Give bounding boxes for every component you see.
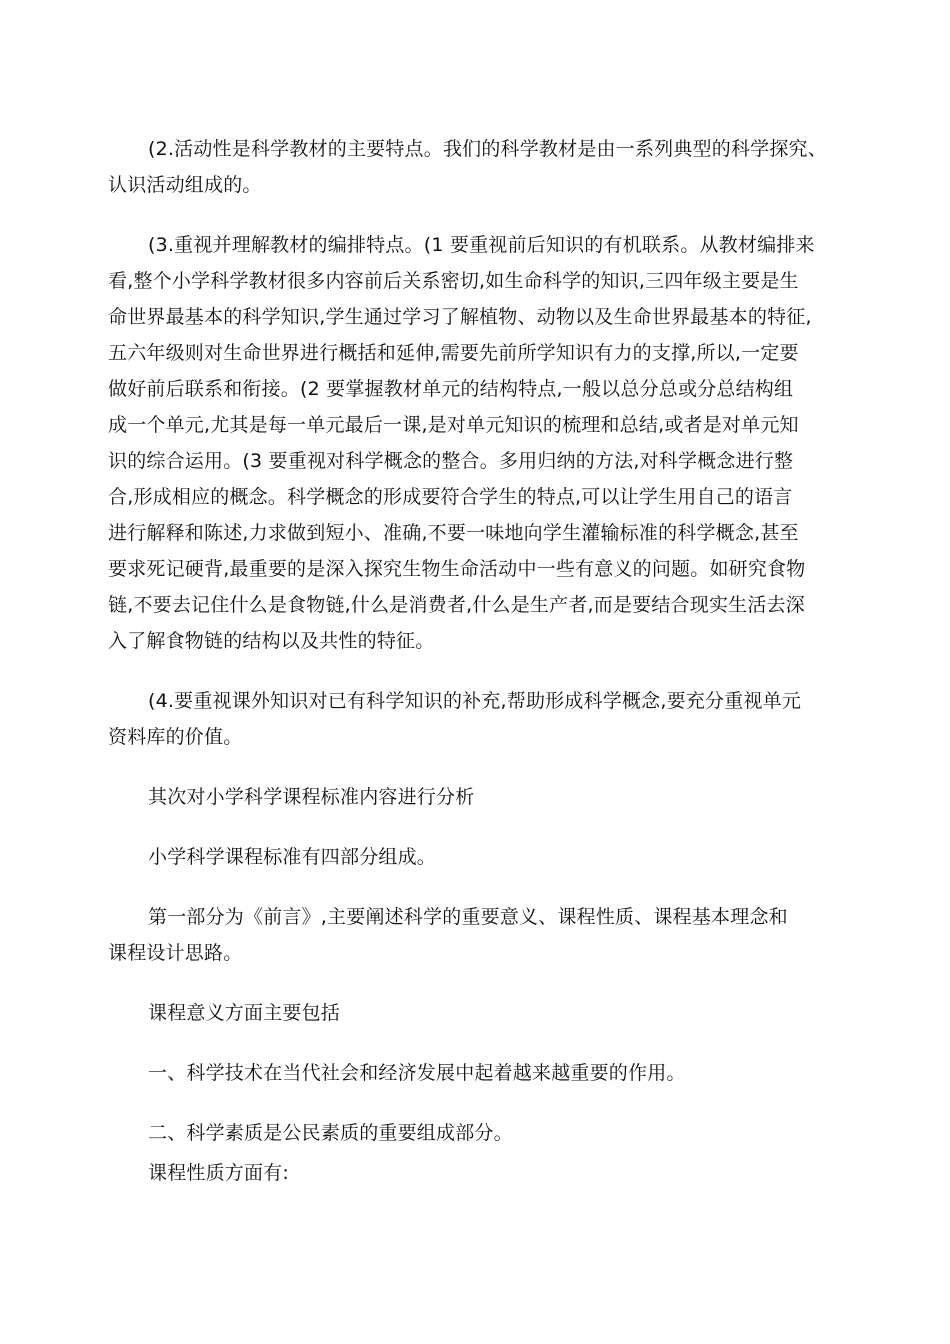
paragraph-3-line-12: 入了解食物链的结构以及共性的特征。 xyxy=(108,630,435,652)
paragraph-2-line-2: 认识活动组成的。 xyxy=(108,174,262,196)
paragraph-3-line-4: 五六年级则对生命世界进行概括和延伸,需要先前所学知识有力的支撑,所以,一定要 xyxy=(108,342,799,364)
paragraph-3-line-8: 合,形成相应的概念。科学概念的形成要符合学生的特点,可以让学生用自己的语言 xyxy=(108,486,793,508)
paragraph-3-line-1: (3.重视并理解教材的编排特点。(1 要重视前后知识的有机联系。从教材编排来 xyxy=(148,234,815,256)
paragraph-4-line-1: (4.要重视课外知识对已有科学知识的补充,帮助形成科学概念,要充分重视单元 xyxy=(148,690,802,712)
paragraph-3-line-9: 进行解释和陈述,力求做到短小、准确,不要一味地向学生灌输标准的科学概念,甚至 xyxy=(108,522,799,544)
paragraph-3-line-5: 做好前后联系和衔接。(2 要掌握教材单元的结构特点,一般以总分总或分总结构组 xyxy=(108,378,794,400)
paragraph-3-line-3: 命世界最基本的科学知识,学生通过学习了解植物、动物以及生命世界最基本的特征, xyxy=(108,306,812,328)
paragraph-2-line-1: (2.活动性是科学教材的主要特点。我们的科学教材是由一系列典型的科学探究、 xyxy=(148,138,827,160)
paragraph-part-one-line-1: 第一部分为《前言》,主要阐述科学的重要意义、课程性质、课程基本理念和 xyxy=(148,906,788,928)
paragraph-part-one-line-2: 课程设计思路。 xyxy=(108,942,243,964)
list-item-two: 二、科学素质是公民素质的重要组成部分。 xyxy=(148,1122,513,1144)
paragraph-4-line-2: 资料库的价值。 xyxy=(108,726,243,748)
paragraph-3-line-2: 看,整个小学科学教材很多内容前后关系密切,如生命科学的知识,三四年级主要是生 xyxy=(108,270,799,292)
paragraph-3-line-6: 成一个单元,尤其是每一单元最后一课,是对单元知识的梳理和总结,或者是对单元知 xyxy=(108,414,799,436)
paragraph-four-parts: 小学科学课程标准有四部分组成。 xyxy=(148,846,437,868)
list-item-one: 一、科学技术在当代社会和经济发展中起着越来越重要的作用。 xyxy=(148,1062,686,1084)
section-heading-analysis: 其次对小学科学课程标准内容进行分析 xyxy=(148,786,475,808)
paragraph-3-line-7: 识的综合运用。(3 要重视对科学概念的整合。多用归纳的方法,对科学概念进行整 xyxy=(108,450,794,472)
paragraph-course-nature: 课程性质方面有: xyxy=(148,1162,290,1184)
paragraph-3-line-10: 要求死记硬背,最重要的是深入探究生物生命活动中一些有意义的问题。如研究食物 xyxy=(108,558,806,580)
paragraph-course-meaning: 课程意义方面主要包括 xyxy=(148,1002,341,1024)
paragraph-3-line-11: 链,不要去记住什么是食物链,什么是消费者,什么是生产者,而是要结合现实生活去深 xyxy=(108,594,805,616)
